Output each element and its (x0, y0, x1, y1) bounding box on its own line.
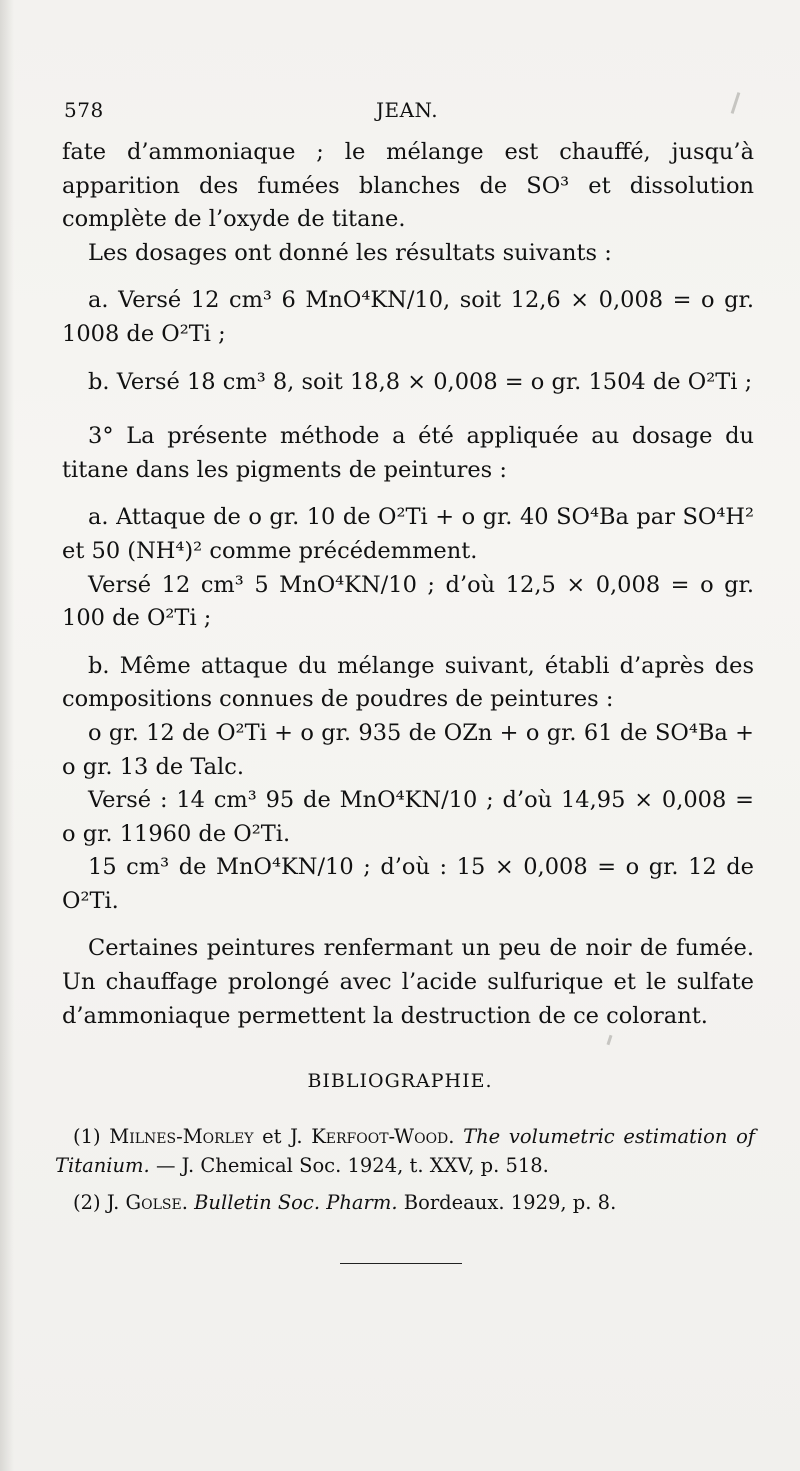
ref-conjunction: et (262, 1125, 282, 1148)
bibliography-list (55, 1122, 755, 1225)
paragraph: 3° La présente méthode a été appliquée au dosage du titane dans les pigments de peintures : (62, 423, 754, 483)
scan-edge (0, 0, 14, 1471)
paragraph: a. Attaque de o gr. 10 de O²Ti + o gr. 40 SO⁴Ba par SO⁴H² et 50 (NH⁴)² comme précédemment. (62, 504, 754, 564)
ref-number: (2) (73, 1191, 101, 1214)
paragraph: Versé 12 cm³ 5 MnO⁴KN/10 ; d’où 12,5 × 0,008 = o gr. 100 de O²Ti ; (62, 571, 754, 632)
ref-authors: J. Golse. (106, 1191, 188, 1214)
scan-mark (607, 1035, 613, 1045)
page-number: 578 (64, 98, 104, 122)
closing-rule (340, 1263, 462, 1264)
bibliography-heading: BIBLIOGRAPHIE. (307, 1070, 493, 1092)
bibliography-entry (55, 1122, 755, 1180)
scan-mark (731, 92, 741, 114)
paragraph: fate d’ammoniaque ; le mélange est chauffé, jusqu’à apparition des fumées blanches de SO³ et dissolution complète de l’oxyde de titane. (62, 139, 754, 233)
ref-number: (1) (73, 1125, 101, 1148)
ref-authors: Milnes-Morley (109, 1125, 254, 1148)
paragraph: a. Versé 12 cm³ 6 MnO⁴KN/10, soit 12,6 × 0,008 = o gr. 1008 de O²Ti ; (62, 287, 754, 347)
ref-authors: J. Kerfoot-Wood. (290, 1125, 455, 1148)
ref-source: — J. Chemical Soc. 1924, t. XXV, p. 518. (155, 1154, 549, 1177)
ref-source: Bordeaux. 1929, p. 8. (403, 1191, 617, 1214)
paragraph: Versé : 14 cm³ 95 de MnO⁴KN/10 ; d’où 14,95 × 0,008 = o gr. 11960 de O²Ti. (62, 787, 754, 847)
running-title: JEAN. (376, 98, 439, 122)
paragraph: Les dosages ont donné les résultats suivants : (88, 239, 612, 266)
paragraph: o gr. 12 de O²Ti + o gr. 935 de OZn + o gr. 61 de SO⁴Ba + o gr. 13 de Talc. (62, 719, 754, 780)
bibliography-entry (55, 1188, 755, 1217)
paragraph: 15 cm³ de MnO⁴KN/10 ; d’où : 15 × 0,008 = o gr. 12 de O²Ti. (62, 854, 754, 914)
paragraph: b. Versé 18 cm³ 8, soit 18,8 × 0,008 = o gr. 1504 de O²Ti ; (88, 368, 753, 395)
paragraph: Certaines peintures renfermant un peu de noir de fumée. Un chauffage prolongé avec l’acide sulfurique et le sulfate d’ammoniaque permettent la destruction de ce colorant. (62, 935, 754, 1029)
ref-title: The volumetric estimation of Titanium. (55, 1125, 756, 1177)
body-text (62, 136, 754, 1033)
paragraph: b. Même attaque du mélange suivant, établi d’après des compositions connues de poudres de peintures : (62, 652, 754, 713)
ref-title: Bulletin Soc. Pharm. (194, 1191, 398, 1214)
